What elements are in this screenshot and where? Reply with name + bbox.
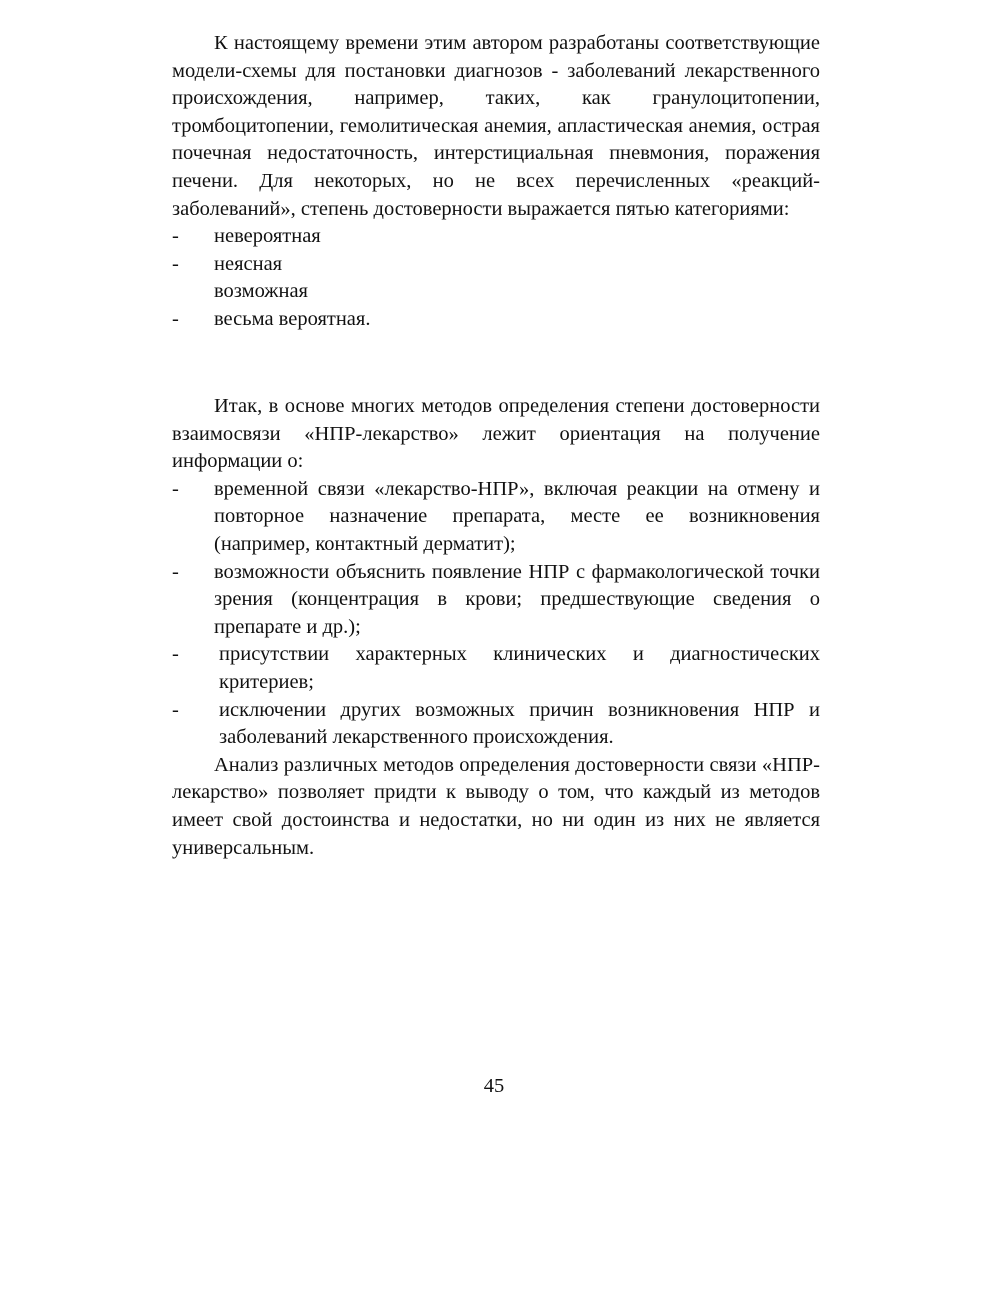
page-number: 45 (483, 1075, 505, 1097)
certainty-categories-list (172, 223, 820, 333)
section-methods (172, 393, 820, 862)
list-item (172, 559, 820, 642)
paragraph-intro: К настоящему времени этим автором разработаны соответствующие модели-схемы для постановки диагнозов - заболеваний лекарственного происхождения, например, таких, как гранулоцитопении, тромбоцитопении, гемолитическая анемия, апластическая анемия, острая почечная недостаточность, интерстициальная пневмония, поражения печени. Для некоторых, но не всех перечисленных «реакций-заболеваний», степень достоверности выражается пятью категориями: (172, 32, 820, 220)
list-item (172, 476, 820, 559)
list-item-text: присутствии характерных клинических и диагностических критериев; (219, 643, 820, 693)
list-item (172, 223, 820, 251)
list-item-text: возможности объяснить появление НПР с фармакологической точки зрения (концентрация в крови; предшествующие сведения о препарате и др.); (214, 560, 820, 638)
list-item-text: возможная (214, 280, 308, 303)
list-item (172, 641, 820, 696)
list-item-text: временной связи «лекарство-НПР», включая реакции на отмену и повторное назначение препарата, месте ее возникновения (например, контактный дерматит); (214, 477, 820, 555)
list-item-text: исключении других возможных причин возникновения НПР и заболеваний лекарственного происхождения. (219, 698, 820, 749)
list-dash: - (172, 698, 179, 721)
list-dash: - (172, 643, 179, 666)
list-item-text: весьма вероятная. (214, 307, 371, 330)
list-item (172, 278, 820, 306)
list-dash: - (172, 252, 179, 275)
list-dash: - (172, 225, 179, 248)
list-item (172, 251, 820, 279)
criteria-list (172, 476, 820, 752)
list-item (172, 306, 820, 334)
list-item (172, 697, 820, 752)
list-item-text: невероятная (214, 225, 321, 248)
section-diagnosis-models (172, 30, 820, 334)
list-dash: - (172, 560, 179, 583)
list-item-text: неясная (214, 252, 283, 275)
list-dash: - (172, 477, 179, 500)
list-dash: - (172, 307, 179, 330)
paragraph-methods: Итак, в основе многих методов определения степени достоверности взаимосвязи «НПР-лекарство» лежит ориентация на получение информации о: (172, 395, 820, 473)
paragraph-conclusion: Анализ различных методов определения достоверности связи «НПР-лекарство» позволяет придти к выводу о том, что каждый из методов имеет свой достоинства и недостатки, но ни один из них не является универсальным. (172, 753, 820, 859)
